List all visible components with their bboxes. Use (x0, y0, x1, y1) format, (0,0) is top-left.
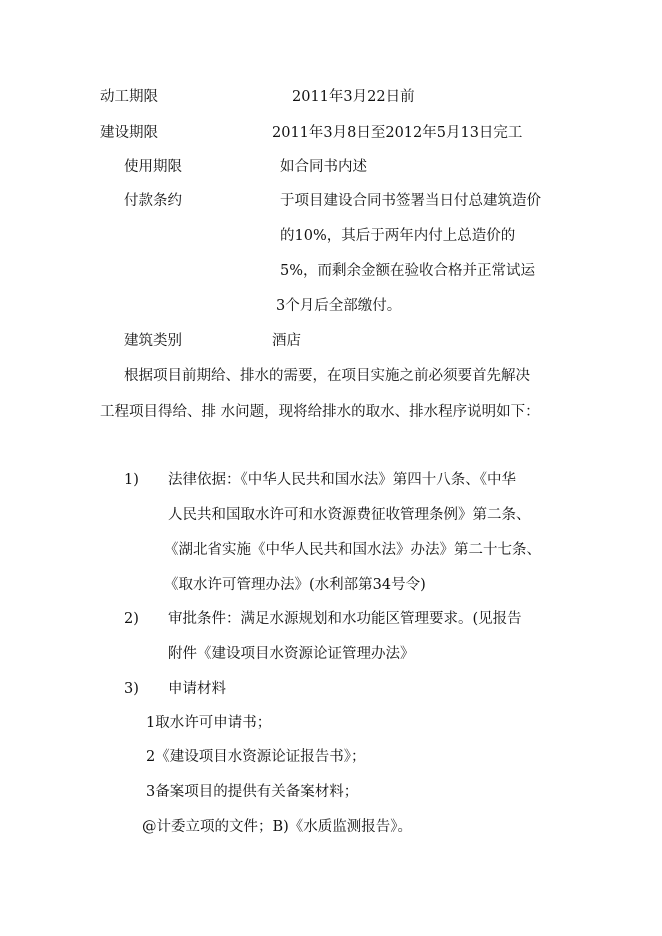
start-period-value: 2011年3月22日前 (292, 89, 415, 105)
material-item: 2《建设项目水资源论证报告书》； (146, 749, 366, 765)
list-item-text: 《取水许可管理办法》(水利部第34号令) (164, 577, 426, 593)
intro-paragraph-line: 根据项目前期给、排水的需要，在项目实施之前必须要首先解决 (124, 368, 530, 384)
material-item: 1取水许可申请书； (146, 715, 272, 731)
building-category-label: 建筑类别 (124, 333, 182, 349)
list-item-text: 法律依据：《中华人民共和国水法》第四十八条、《中华 (168, 472, 516, 488)
payment-terms-line: 3个月后全部缴付。 (276, 298, 402, 314)
list-item-text: 《湖北省实施《中华人民共和国水法》办法》第二十七条、 (164, 542, 541, 558)
construction-period-label: 建设期限 (100, 125, 158, 141)
list-item-text: 附件《建设项目水资源论证管理办法》 (168, 646, 415, 662)
usage-period-value: 如合同书内述 (280, 159, 367, 175)
material-item: @计委立项的文件；B)《水质监测报告》。 (142, 819, 413, 835)
building-category-value: 酒店 (272, 333, 301, 349)
list-item-number: 1) (124, 472, 139, 488)
list-item-text: 人民共和国取水许可和水资源费征收管理条例》第二条、 (168, 507, 531, 523)
construction-period-value: 2011年3月8日至2012年5月13日完工 (272, 125, 523, 141)
start-period-label: 动工期限 (100, 89, 158, 105)
payment-terms-line: 于项目建设合同书签署当日付总建筑造价 (280, 193, 541, 209)
material-item: 3备案项目的提供有关备案材料； (146, 784, 359, 800)
intro-paragraph-line: 工程项目得给、排 水问题，现将给排水的取水、排水程序说明如下： (100, 404, 540, 420)
usage-period-label: 使用期限 (124, 159, 182, 175)
list-item-text: 审批条件：满足水源规划和水功能区管理要求。(见报告 (168, 611, 522, 627)
list-item-number: 3) (124, 681, 139, 697)
payment-terms-line: 5%，而剩余金额在验收合格并正常试运 (280, 263, 536, 279)
payment-terms-label: 付款条约 (124, 193, 182, 209)
list-item-number: 2) (124, 611, 139, 627)
list-item-text: 申请材料 (168, 681, 226, 697)
payment-terms-line: 的10%，其后于两年内付上总造价的 (280, 228, 516, 244)
